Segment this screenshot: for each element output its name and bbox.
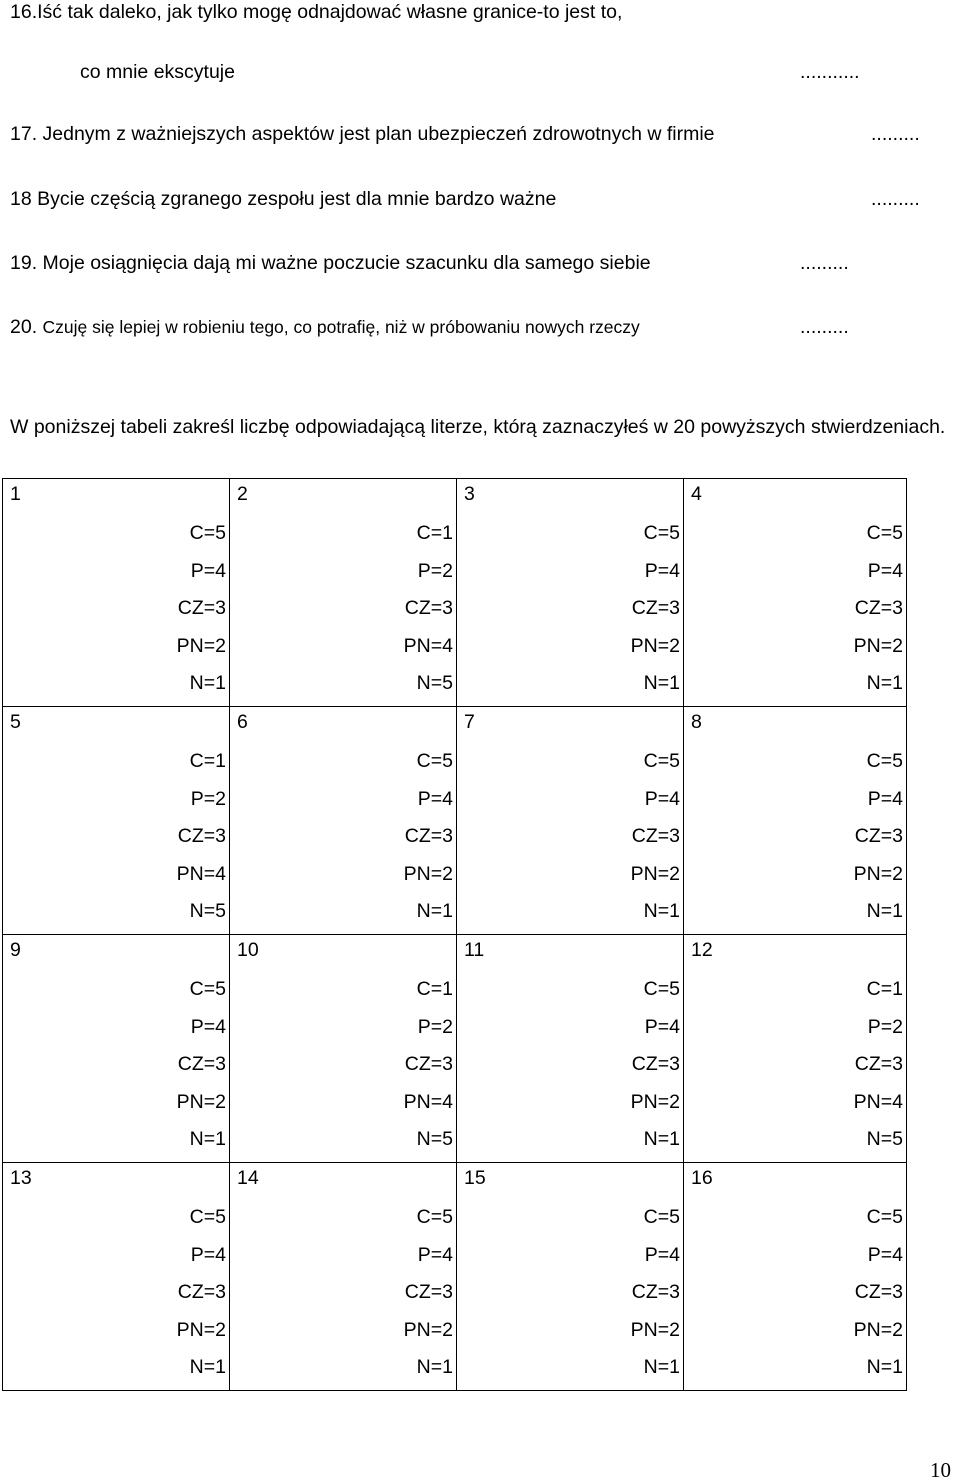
score-option[interactable]: P=4 xyxy=(867,787,903,810)
instruction-text: W poniższej tabeli zakreśl liczbę odpowiadającą literze, którą zaznaczyłeś w 20 powyższych stwierdzeniach. xyxy=(10,416,946,438)
score-list xyxy=(457,743,683,931)
score-list xyxy=(230,743,456,931)
statement-number: 11 xyxy=(464,939,485,961)
table-cell xyxy=(457,935,684,1163)
statement-number: 6 xyxy=(237,711,248,733)
score-option[interactable]: C=5 xyxy=(866,522,903,544)
score-option[interactable]: CZ=3 xyxy=(404,597,453,619)
score-list xyxy=(230,971,456,1159)
score-option[interactable]: N=1 xyxy=(643,672,680,694)
score-option[interactable]: P=2 xyxy=(867,1015,903,1038)
score-option[interactable]: CZ=3 xyxy=(177,597,226,619)
score-option[interactable]: PN=2 xyxy=(630,1318,680,1341)
score-option[interactable]: N=1 xyxy=(866,672,903,694)
score-option[interactable]: N=1 xyxy=(866,1356,903,1378)
score-option[interactable]: CZ=3 xyxy=(854,1053,903,1075)
table-row xyxy=(3,935,907,1163)
score-list xyxy=(3,743,229,931)
score-option[interactable]: P=2 xyxy=(417,559,453,582)
score-option[interactable]: CZ=3 xyxy=(631,1053,680,1075)
score-option[interactable]: PN=4 xyxy=(853,1090,903,1113)
score-option[interactable]: C=5 xyxy=(416,1206,453,1228)
score-option[interactable]: P=4 xyxy=(867,559,903,582)
score-option[interactable]: P=4 xyxy=(190,1243,226,1266)
score-list xyxy=(684,743,906,931)
statement-number: 7 xyxy=(464,711,475,733)
score-option[interactable]: C=5 xyxy=(189,978,226,1000)
score-option[interactable]: P=4 xyxy=(644,1243,680,1266)
table-cell xyxy=(3,935,230,1163)
score-option[interactable]: CZ=3 xyxy=(404,825,453,847)
score-option[interactable]: N=1 xyxy=(643,1356,680,1378)
score-option[interactable]: C=5 xyxy=(643,750,680,772)
score-option[interactable]: N=1 xyxy=(189,1356,226,1378)
statement-number: 16 xyxy=(691,1167,713,1189)
score-option[interactable]: CZ=3 xyxy=(631,597,680,619)
statement-number: 2 xyxy=(237,483,248,505)
score-option[interactable]: C=5 xyxy=(189,1206,226,1228)
score-option[interactable]: N=1 xyxy=(416,1356,453,1378)
score-list xyxy=(230,515,456,703)
score-option[interactable]: CZ=3 xyxy=(631,825,680,847)
statement-17-answer-blank: ......... xyxy=(871,123,920,145)
statement-number: 5 xyxy=(10,711,21,733)
score-option[interactable]: N=1 xyxy=(643,1128,680,1150)
score-option[interactable]: N=5 xyxy=(416,672,453,694)
score-option[interactable]: PN=2 xyxy=(176,1318,226,1341)
score-option[interactable]: N=5 xyxy=(416,1128,453,1150)
score-option[interactable]: CZ=3 xyxy=(177,1281,226,1303)
score-option[interactable]: C=5 xyxy=(643,522,680,544)
table-cell xyxy=(684,707,907,935)
score-option[interactable]: N=1 xyxy=(866,900,903,922)
score-list xyxy=(457,1199,683,1387)
statement-number: 4 xyxy=(691,483,702,505)
scoring-table xyxy=(2,478,907,1391)
score-option[interactable]: C=1 xyxy=(866,978,903,1000)
score-option[interactable]: P=4 xyxy=(644,1015,680,1038)
score-option[interactable]: N=1 xyxy=(189,1128,226,1150)
table-cell xyxy=(230,479,457,707)
statement-19-answer-blank: ......... xyxy=(800,252,849,274)
score-option[interactable]: P=2 xyxy=(417,1015,453,1038)
statement-16-line-2: co mnie ekscytuje xyxy=(80,61,235,83)
score-option[interactable]: PN=2 xyxy=(176,1090,226,1113)
score-option[interactable]: P=4 xyxy=(867,1243,903,1266)
score-option[interactable]: C=1 xyxy=(416,522,453,544)
score-option[interactable]: P=4 xyxy=(644,787,680,810)
score-option[interactable]: PN=4 xyxy=(176,862,226,885)
score-option[interactable]: PN=2 xyxy=(853,1318,903,1341)
score-option[interactable]: PN=2 xyxy=(403,1318,453,1341)
table-cell xyxy=(457,479,684,707)
score-option[interactable]: CZ=3 xyxy=(854,597,903,619)
score-list xyxy=(457,515,683,703)
score-option[interactable]: PN=2 xyxy=(630,1090,680,1113)
score-option[interactable]: P=4 xyxy=(190,1015,226,1038)
score-option[interactable]: C=5 xyxy=(866,1206,903,1228)
statement-20-text: Czuję się lepiej w robieniu tego, co potrafię, niż w próbowaniu nowych rzeczy xyxy=(42,317,640,337)
statement-17: 17. Jednym z ważniejszych aspektów jest plan ubezpieczeń zdrowotnych w firmie xyxy=(10,123,715,145)
statement-19: 19. Moje osiągnięcia dają mi ważne poczucie szacunku dla samego siebie xyxy=(10,252,651,274)
score-option[interactable]: CZ=3 xyxy=(854,1281,903,1303)
score-option[interactable]: N=1 xyxy=(189,672,226,694)
table-cell xyxy=(684,935,907,1163)
score-option[interactable]: C=1 xyxy=(189,750,226,772)
statement-number: 3 xyxy=(464,483,475,505)
table-cell xyxy=(230,1163,457,1391)
score-option[interactable]: CZ=3 xyxy=(177,825,226,847)
table-cell xyxy=(3,479,230,707)
table-cell xyxy=(3,707,230,935)
score-option[interactable]: PN=4 xyxy=(403,634,453,657)
statement-20 xyxy=(10,315,640,339)
score-option[interactable]: C=5 xyxy=(643,978,680,1000)
score-option[interactable]: PN=2 xyxy=(630,862,680,885)
score-option[interactable]: C=5 xyxy=(866,750,903,772)
table-row xyxy=(3,1163,907,1391)
score-list xyxy=(684,1199,906,1387)
score-option[interactable]: C=5 xyxy=(416,750,453,772)
score-option[interactable]: N=1 xyxy=(643,900,680,922)
score-option[interactable]: PN=2 xyxy=(853,862,903,885)
score-option[interactable]: N=5 xyxy=(189,900,226,922)
score-list xyxy=(3,515,229,703)
score-option[interactable]: C=5 xyxy=(643,1206,680,1228)
score-list xyxy=(3,971,229,1159)
score-list xyxy=(230,1199,456,1387)
table-row xyxy=(3,479,907,707)
score-list xyxy=(457,971,683,1159)
statement-number: 13 xyxy=(10,1167,32,1189)
score-option[interactable]: P=4 xyxy=(190,559,226,582)
score-option[interactable]: CZ=3 xyxy=(631,1281,680,1303)
statement-18: 18 Bycie częścią zgranego zespołu jest dla mnie bardzo ważne xyxy=(10,188,557,210)
statement-number: 15 xyxy=(464,1167,486,1189)
score-list xyxy=(684,971,906,1159)
score-option[interactable]: P=4 xyxy=(417,787,453,810)
score-option[interactable]: PN=2 xyxy=(853,634,903,657)
statement-number: 14 xyxy=(237,1167,259,1189)
statement-16-answer-blank: ........... xyxy=(800,61,860,83)
score-option[interactable]: C=1 xyxy=(416,978,453,1000)
table-cell xyxy=(684,479,907,707)
score-option[interactable]: N=1 xyxy=(416,900,453,922)
score-option[interactable]: N=5 xyxy=(866,1128,903,1150)
score-option[interactable]: C=5 xyxy=(189,522,226,544)
table-cell xyxy=(457,707,684,935)
score-option[interactable]: P=2 xyxy=(190,787,226,810)
page-number: 10 xyxy=(930,1458,951,1482)
score-option[interactable]: PN=2 xyxy=(630,634,680,657)
score-list xyxy=(3,1199,229,1387)
statement-20-answer-blank: ......... xyxy=(800,316,849,338)
statement-16-line-1: 16.Iść tak daleko, jak tylko mogę odnajdować własne granice-to jest to, xyxy=(10,1,623,23)
table-cell xyxy=(230,707,457,935)
score-option[interactable]: PN=2 xyxy=(176,634,226,657)
score-option[interactable]: CZ=3 xyxy=(404,1281,453,1303)
table-row xyxy=(3,707,907,935)
statement-number: 1 xyxy=(10,483,21,505)
statement-18-answer-blank: ......... xyxy=(871,188,920,210)
score-option[interactable]: CZ=3 xyxy=(404,1053,453,1075)
statement-number: 12 xyxy=(691,939,713,961)
table-cell xyxy=(230,935,457,1163)
score-option[interactable]: PN=4 xyxy=(403,1090,453,1113)
score-option[interactable]: CZ=3 xyxy=(177,1053,226,1075)
table-cell xyxy=(457,1163,684,1391)
score-option[interactable]: P=4 xyxy=(644,559,680,582)
table-cell xyxy=(3,1163,230,1391)
statement-number: 10 xyxy=(237,939,259,961)
statement-20-number: 20. xyxy=(10,316,38,338)
score-option[interactable]: P=4 xyxy=(417,1243,453,1266)
statement-number: 8 xyxy=(691,711,702,733)
table-cell xyxy=(684,1163,907,1391)
statement-number: 9 xyxy=(10,939,21,961)
score-list xyxy=(684,515,906,703)
score-option[interactable]: CZ=3 xyxy=(854,825,903,847)
score-option[interactable]: PN=2 xyxy=(403,862,453,885)
